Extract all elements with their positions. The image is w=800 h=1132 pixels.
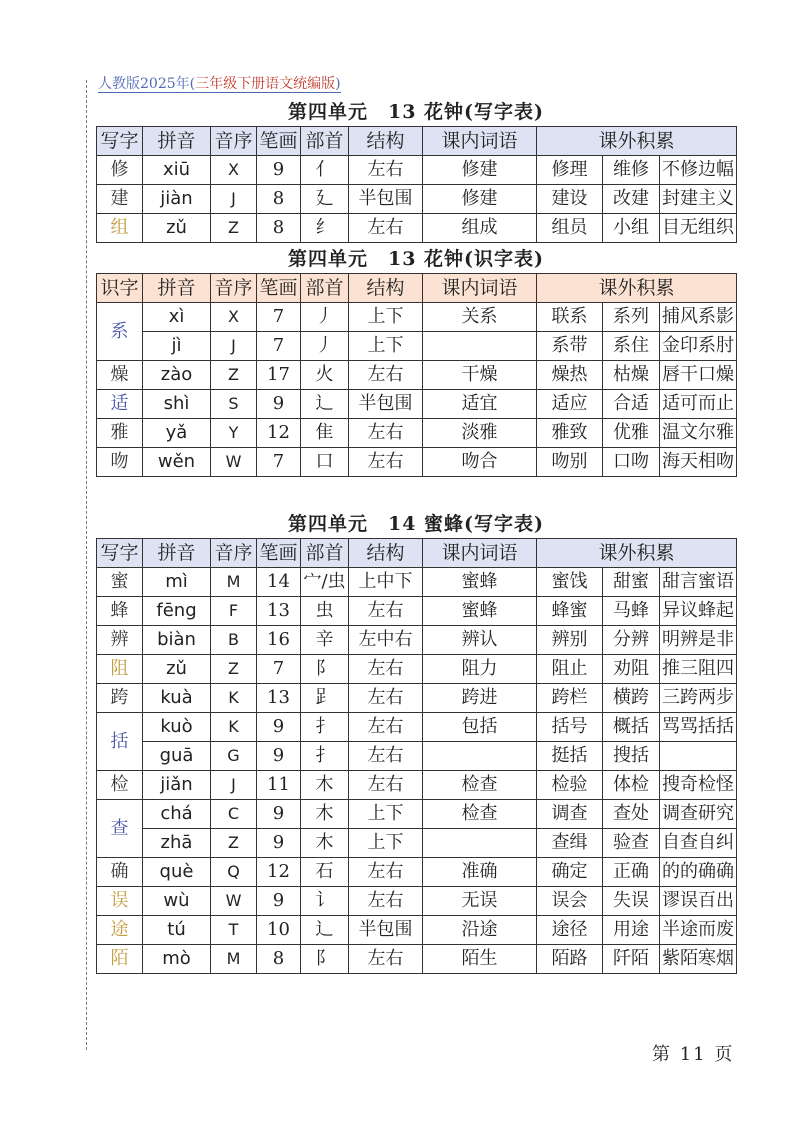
index-letter-cell: M	[211, 945, 257, 974]
extra-word-cell: 目无组织	[660, 214, 737, 243]
extra-word-cell: 海天相吻	[660, 448, 737, 477]
structure-cell: 左右	[349, 771, 423, 800]
index-letter-cell: F	[211, 597, 257, 626]
pinyin-cell: xiū	[143, 156, 211, 185]
lesson-word-cell: 跨进	[423, 684, 537, 713]
char-cell: 确	[97, 858, 143, 887]
extra-word-cell: 建设	[537, 185, 603, 214]
lesson-word-cell: 沿途	[423, 916, 537, 945]
lesson-word-cell: 组成	[423, 214, 537, 243]
table-title-3: 第四单元 14 蜜蜂(写字表)	[287, 513, 545, 535]
stroke-count-cell: 9	[257, 800, 301, 829]
index-letter-cell: T	[211, 916, 257, 945]
extra-word-cell: 查缉	[537, 829, 603, 858]
index-letter-cell: K	[211, 713, 257, 742]
structure-cell: 上下	[349, 800, 423, 829]
pinyin-cell: fēng	[143, 597, 211, 626]
table-row	[97, 626, 737, 655]
structure-cell: 左右	[349, 684, 423, 713]
extra-word-cell: 口吻	[603, 448, 660, 477]
table-row	[97, 185, 737, 214]
table-row	[97, 361, 737, 390]
extra-word-cell: 合适	[603, 390, 660, 419]
column-header: 课外积累	[537, 274, 737, 303]
char-cell: 蜂	[97, 597, 143, 626]
pinyin-cell: yǎ	[143, 419, 211, 448]
pinyin-cell: zhā	[143, 829, 211, 858]
stroke-count-cell: 12	[257, 419, 301, 448]
lesson-word-cell	[423, 332, 537, 361]
pinyin-cell: xì	[143, 303, 211, 332]
extra-word-cell: 改建	[603, 185, 660, 214]
extra-word-cell: 辨别	[537, 626, 603, 655]
extra-word-cell: 系住	[603, 332, 660, 361]
radical-cell: 阝	[301, 945, 349, 974]
extra-word-cell: 用途	[603, 916, 660, 945]
structure-cell: 左中右	[349, 626, 423, 655]
lesson-word-cell: 关系	[423, 303, 537, 332]
index-letter-cell: W	[211, 448, 257, 477]
extra-word-cell: 唇干口燥	[660, 361, 737, 390]
extra-word-cell: 联系	[537, 303, 603, 332]
structure-cell: 左右	[349, 597, 423, 626]
table-row	[97, 771, 737, 800]
structure-cell: 左右	[349, 214, 423, 243]
stroke-count-cell: 7	[257, 655, 301, 684]
index-letter-cell: B	[211, 626, 257, 655]
stroke-count-cell: 9	[257, 390, 301, 419]
stroke-count-cell: 17	[257, 361, 301, 390]
char-cell: 燥	[97, 361, 143, 390]
structure-cell: 上下	[349, 303, 423, 332]
extra-word-cell: 自查自纠	[660, 829, 737, 858]
radical-cell: 石	[301, 858, 349, 887]
extra-word-cell: 搜括	[603, 742, 660, 771]
extra-word-cell: 明辨是非	[660, 626, 737, 655]
writing-table-13	[96, 126, 737, 243]
column-header: 部首	[301, 539, 349, 568]
column-header: 音序	[211, 127, 257, 156]
extra-word-cell: 确定	[537, 858, 603, 887]
structure-cell: 上下	[349, 332, 423, 361]
stroke-count-cell: 11	[257, 771, 301, 800]
lesson-word-cell: 蜜蜂	[423, 568, 537, 597]
column-header: 课外积累	[537, 127, 737, 156]
lesson-word-cell: 修建	[423, 156, 537, 185]
extra-word-cell: 分辨	[603, 626, 660, 655]
lesson-word-cell: 适宜	[423, 390, 537, 419]
char-cell: 误	[97, 887, 143, 916]
char-cell: 修	[97, 156, 143, 185]
lesson-word-cell: 淡雅	[423, 419, 537, 448]
radical-cell: 辶	[301, 390, 349, 419]
structure-cell: 左右	[349, 655, 423, 684]
extra-word-cell: 查处	[603, 800, 660, 829]
radical-cell: 丿	[301, 332, 349, 361]
radical-cell: 扌	[301, 742, 349, 771]
table-row	[97, 597, 737, 626]
column-header: 部首	[301, 127, 349, 156]
lesson-word-cell: 修建	[423, 185, 537, 214]
extra-word-cell: 不修边幅	[660, 156, 737, 185]
table-header-row	[97, 539, 737, 568]
extra-word-cell: 调查研究	[660, 800, 737, 829]
extra-word-cell: 蜜饯	[537, 568, 603, 597]
column-header: 音序	[211, 539, 257, 568]
pinyin-cell: shì	[143, 390, 211, 419]
lesson-word-cell	[423, 742, 537, 771]
table-row	[97, 568, 737, 597]
extra-word-cell: 劝阻	[603, 655, 660, 684]
table-row	[97, 303, 737, 332]
column-header: 拼音	[143, 274, 211, 303]
extra-word-cell: 骂骂括括	[660, 713, 737, 742]
char-cell: 蜜	[97, 568, 143, 597]
index-letter-cell: C	[211, 800, 257, 829]
pinyin-cell: biàn	[143, 626, 211, 655]
extra-word-cell: 验查	[603, 829, 660, 858]
extra-word-cell: 陌路	[537, 945, 603, 974]
char-cell: 陌	[97, 945, 143, 974]
lesson-word-cell: 检查	[423, 771, 537, 800]
index-letter-cell: Z	[211, 829, 257, 858]
radical-cell: 辛	[301, 626, 349, 655]
extra-word-cell: 横跨	[603, 684, 660, 713]
extra-word-cell: 搜奇检怪	[660, 771, 737, 800]
index-letter-cell: S	[211, 390, 257, 419]
index-letter-cell: J	[211, 185, 257, 214]
char-cell: 建	[97, 185, 143, 214]
stroke-count-cell: 10	[257, 916, 301, 945]
left-margin-rule	[86, 80, 87, 1050]
lesson-word-cell: 吻合	[423, 448, 537, 477]
column-header: 笔画	[257, 539, 301, 568]
structure-cell: 左右	[349, 742, 423, 771]
table-row	[97, 156, 737, 185]
column-header: 课外积累	[537, 539, 737, 568]
extra-word-cell: 阡陌	[603, 945, 660, 974]
index-letter-cell: X	[211, 303, 257, 332]
edition-suffix: )	[335, 76, 341, 92]
stroke-count-cell: 9	[257, 887, 301, 916]
char-cell: 系	[97, 303, 143, 361]
radical-cell: 火	[301, 361, 349, 390]
edition-prefix: 人教版2025年(	[98, 76, 196, 92]
column-header: 音序	[211, 274, 257, 303]
extra-word-cell: 推三阻四	[660, 655, 737, 684]
extra-word-cell: 误会	[537, 887, 603, 916]
lesson-word-cell: 辨认	[423, 626, 537, 655]
lesson-word-cell: 陌生	[423, 945, 537, 974]
radical-cell: 木	[301, 800, 349, 829]
stroke-count-cell: 7	[257, 448, 301, 477]
stroke-count-cell: 7	[257, 332, 301, 361]
extra-word-cell: 系带	[537, 332, 603, 361]
lesson-word-cell: 蜜蜂	[423, 597, 537, 626]
extra-word-cell: 体检	[603, 771, 660, 800]
edition-grade: 三年级下册语文统编版	[195, 76, 336, 92]
extra-word-cell: 三跨两步	[660, 684, 737, 713]
index-letter-cell: G	[211, 742, 257, 771]
table-row	[97, 858, 737, 887]
structure-cell: 左右	[349, 858, 423, 887]
index-letter-cell: W	[211, 887, 257, 916]
page-number: 第 11 页	[652, 1044, 735, 1065]
extra-word-cell: 调查	[537, 800, 603, 829]
extra-word-cell: 温文尔雅	[660, 419, 737, 448]
column-header: 结构	[349, 127, 423, 156]
extra-word-cell: 优雅	[603, 419, 660, 448]
radical-cell: 亻	[301, 156, 349, 185]
pinyin-cell: kuà	[143, 684, 211, 713]
column-header: 拼音	[143, 127, 211, 156]
index-letter-cell: J	[211, 771, 257, 800]
stroke-count-cell: 9	[257, 156, 301, 185]
extra-word-cell: 括号	[537, 713, 603, 742]
table-row	[97, 419, 737, 448]
recognition-table-13	[96, 273, 737, 477]
index-letter-cell: Z	[211, 361, 257, 390]
char-cell: 跨	[97, 684, 143, 713]
pinyin-cell: guā	[143, 742, 211, 771]
column-header: 写字	[97, 127, 143, 156]
char-cell: 吻	[97, 448, 143, 477]
column-header: 课内词语	[423, 539, 537, 568]
extra-word-cell: 系列	[603, 303, 660, 332]
stroke-count-cell: 8	[257, 185, 301, 214]
extra-word-cell: 失误	[603, 887, 660, 916]
extra-word-cell: 雅致	[537, 419, 603, 448]
extra-word-cell: 途径	[537, 916, 603, 945]
extra-word-cell: 甜言蜜语	[660, 568, 737, 597]
extra-word-cell: 修理	[537, 156, 603, 185]
stroke-count-cell: 14	[257, 568, 301, 597]
extra-word-cell: 阻止	[537, 655, 603, 684]
pinyin-cell: mì	[143, 568, 211, 597]
table-row	[97, 332, 737, 361]
stroke-count-cell: 9	[257, 829, 301, 858]
radical-cell: 木	[301, 829, 349, 858]
structure-cell: 左右	[349, 419, 423, 448]
extra-word-cell: 封建主义	[660, 185, 737, 214]
char-cell: 组	[97, 214, 143, 243]
radical-cell: 隹	[301, 419, 349, 448]
edition-header	[98, 76, 341, 93]
table-row	[97, 214, 737, 243]
radical-cell: 𧾷	[301, 684, 349, 713]
index-letter-cell: M	[211, 568, 257, 597]
radical-cell: 纟	[301, 214, 349, 243]
extra-word-cell	[660, 742, 737, 771]
char-cell: 辨	[97, 626, 143, 655]
pinyin-cell: wěn	[143, 448, 211, 477]
extra-word-cell: 适可而止	[660, 390, 737, 419]
extra-word-cell: 枯燥	[603, 361, 660, 390]
extra-word-cell: 吻别	[537, 448, 603, 477]
index-letter-cell: Q	[211, 858, 257, 887]
stroke-count-cell: 8	[257, 214, 301, 243]
column-header: 笔画	[257, 274, 301, 303]
column-header: 结构	[349, 274, 423, 303]
table-row	[97, 887, 737, 916]
lesson-word-cell: 无误	[423, 887, 537, 916]
lesson-word-cell: 准确	[423, 858, 537, 887]
index-letter-cell: K	[211, 684, 257, 713]
char-cell: 检	[97, 771, 143, 800]
index-letter-cell: J	[211, 332, 257, 361]
structure-cell: 左右	[349, 713, 423, 742]
char-cell: 查	[97, 800, 143, 858]
extra-word-cell: 紫陌寒烟	[660, 945, 737, 974]
extra-word-cell: 半途而废	[660, 916, 737, 945]
table-row	[97, 390, 737, 419]
lesson-word-cell	[423, 829, 537, 858]
radical-cell: 丿	[301, 303, 349, 332]
radical-cell: 辶	[301, 916, 349, 945]
column-header: 笔画	[257, 127, 301, 156]
char-cell: 阻	[97, 655, 143, 684]
table-header-row	[97, 274, 737, 303]
stroke-count-cell: 12	[257, 858, 301, 887]
radical-cell: 廴	[301, 185, 349, 214]
lesson-word-cell: 检查	[423, 800, 537, 829]
structure-cell: 半包围	[349, 185, 423, 214]
stroke-count-cell: 13	[257, 684, 301, 713]
char-cell: 雅	[97, 419, 143, 448]
structure-cell: 左右	[349, 156, 423, 185]
pinyin-cell: jì	[143, 332, 211, 361]
pinyin-cell: chá	[143, 800, 211, 829]
extra-word-cell: 概括	[603, 713, 660, 742]
radical-cell: 虫	[301, 597, 349, 626]
table-row	[97, 945, 737, 974]
radical-cell: 口	[301, 448, 349, 477]
char-cell: 途	[97, 916, 143, 945]
table-row	[97, 448, 737, 477]
char-cell: 括	[97, 713, 143, 771]
pinyin-cell: què	[143, 858, 211, 887]
structure-cell: 半包围	[349, 390, 423, 419]
structure-cell: 左右	[349, 945, 423, 974]
table-row	[97, 916, 737, 945]
column-header: 结构	[349, 539, 423, 568]
extra-word-cell: 谬误百出	[660, 887, 737, 916]
extra-word-cell: 异议蜂起	[660, 597, 737, 626]
structure-cell: 上中下	[349, 568, 423, 597]
table-title-2: 第四单元 13 花钟(识字表)	[287, 248, 545, 270]
extra-word-cell: 适应	[537, 390, 603, 419]
table-title-1: 第四单元 13 花钟(写字表)	[287, 101, 545, 123]
char-cell: 适	[97, 390, 143, 419]
table-header-row	[97, 127, 737, 156]
extra-word-cell: 金印系肘	[660, 332, 737, 361]
lesson-word-cell: 干燥	[423, 361, 537, 390]
stroke-count-cell: 8	[257, 945, 301, 974]
stroke-count-cell: 16	[257, 626, 301, 655]
pinyin-cell: kuò	[143, 713, 211, 742]
radical-cell: 木	[301, 771, 349, 800]
column-header: 识字	[97, 274, 143, 303]
extra-word-cell: 小组	[603, 214, 660, 243]
extra-word-cell: 跨栏	[537, 684, 603, 713]
structure-cell: 半包围	[349, 916, 423, 945]
extra-word-cell: 马蜂	[603, 597, 660, 626]
radical-cell: 阝	[301, 655, 349, 684]
index-letter-cell: X	[211, 156, 257, 185]
stroke-count-cell: 7	[257, 303, 301, 332]
extra-word-cell: 检验	[537, 771, 603, 800]
index-letter-cell: Z	[211, 655, 257, 684]
pinyin-cell: zào	[143, 361, 211, 390]
index-letter-cell: Y	[211, 419, 257, 448]
table-row	[97, 829, 737, 858]
extra-word-cell: 组员	[537, 214, 603, 243]
pinyin-cell: tú	[143, 916, 211, 945]
radical-cell: 宀/虫	[301, 568, 349, 597]
extra-word-cell: 燥热	[537, 361, 603, 390]
column-header: 写字	[97, 539, 143, 568]
lesson-word-cell: 包括	[423, 713, 537, 742]
table-row	[97, 684, 737, 713]
table-row	[97, 713, 737, 742]
structure-cell: 左右	[349, 361, 423, 390]
stroke-count-cell: 9	[257, 713, 301, 742]
column-header: 部首	[301, 274, 349, 303]
writing-table-14	[96, 538, 737, 974]
column-header: 拼音	[143, 539, 211, 568]
pinyin-cell: jiǎn	[143, 771, 211, 800]
pinyin-cell: wù	[143, 887, 211, 916]
stroke-count-cell: 9	[257, 742, 301, 771]
extra-word-cell: 正确	[603, 858, 660, 887]
radical-cell: 扌	[301, 713, 349, 742]
pinyin-cell: jiàn	[143, 185, 211, 214]
extra-word-cell: 蜂蜜	[537, 597, 603, 626]
extra-word-cell: 维修	[603, 156, 660, 185]
column-header: 课内词语	[423, 274, 537, 303]
structure-cell: 上下	[349, 829, 423, 858]
pinyin-cell: zǔ	[143, 655, 211, 684]
lesson-word-cell: 阻力	[423, 655, 537, 684]
radical-cell: 讠	[301, 887, 349, 916]
structure-cell: 左右	[349, 887, 423, 916]
index-letter-cell: Z	[211, 214, 257, 243]
table-row	[97, 742, 737, 771]
column-header: 课内词语	[423, 127, 537, 156]
table-row	[97, 655, 737, 684]
extra-word-cell: 挺括	[537, 742, 603, 771]
stroke-count-cell: 13	[257, 597, 301, 626]
pinyin-cell: zǔ	[143, 214, 211, 243]
extra-word-cell: 甜蜜	[603, 568, 660, 597]
extra-word-cell: 捕风系影	[660, 303, 737, 332]
pinyin-cell: mò	[143, 945, 211, 974]
structure-cell: 左右	[349, 448, 423, 477]
extra-word-cell: 的的确确	[660, 858, 737, 887]
table-row	[97, 800, 737, 829]
